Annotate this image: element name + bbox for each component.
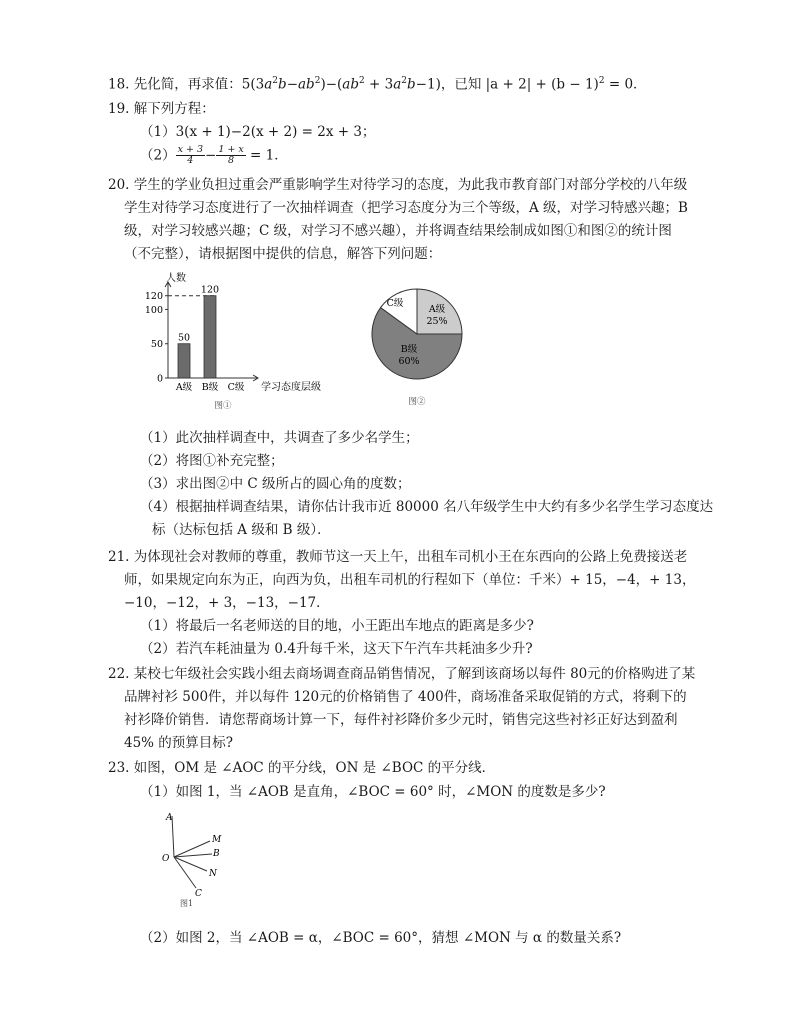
label-m: M	[212, 835, 222, 845]
x-tick-label: A级	[175, 382, 193, 393]
label-o: O	[162, 854, 170, 864]
question-20-line-3: 级，对学习较感兴趣；C 级，对学习不感兴趣），并将调查结果绘制成如图①和图②的统计图	[124, 223, 672, 239]
question-19-part-2	[140, 145, 288, 167]
question-20-q1: （1）此次抽样调查中，共调查了多少名学生；	[140, 430, 419, 446]
bar-value-label: 50	[177, 332, 191, 344]
question-18-text-c: )−(	[320, 76, 343, 93]
chart-caption: 图②	[408, 397, 426, 407]
y-tick-label: 120	[144, 291, 163, 303]
question-19	[108, 101, 215, 119]
question-20-q3: （3）求出图②中 C 级所占的圆心角的度数；	[140, 476, 411, 492]
bar	[178, 344, 190, 378]
question-18-text-a: 先化简，再求值：5(3	[133, 76, 265, 93]
question-22-line-4: 45% 的预算目标?	[124, 735, 234, 751]
part-label: （2）	[140, 147, 176, 164]
bar-value-label: 120	[200, 284, 220, 296]
question-number: 18.	[108, 76, 130, 93]
question-18-text-d: −1)，已知 |a + 2| + (b − 1)	[415, 76, 599, 93]
label-n: N	[209, 869, 217, 879]
question-number: 20.	[108, 177, 130, 193]
question-23-part-1: （1）如图 1，当 ∠AOB 是直角，∠BOC = 60° 时，∠MON 的度数是多少?	[140, 784, 606, 800]
x-axis-label: 学习态度层级	[261, 382, 321, 393]
question-21-line-1: 21. 为体现社会对教师的尊重，教师节这一天上午，出租车司机小王在东西向的公路上免费接送老	[108, 549, 688, 565]
bar	[204, 296, 216, 378]
label-a: A	[166, 813, 173, 823]
question-22-line-2: 品牌衬衫 500件，并以每件 120元的价格销售了 400件，商场准备采取促销的方式，将剩下的	[124, 689, 687, 705]
question-22-line-3: 衬衫降价销售．请您帮商场计算一下，每件衬衫降价多少元时，销售完这些衬衫正好达到盈利	[124, 712, 678, 728]
question-21-line-3: −10，−12，+ 3，−13，−17．	[124, 595, 330, 611]
y-axis-label: 人数	[166, 273, 186, 284]
minus-sign: −	[205, 147, 217, 164]
question-20-line-4: （不完整），请根据图中提供的信息，解答下列问题：	[124, 246, 442, 262]
question-19-title: 解下列方程：	[133, 101, 215, 117]
question-20-line-1: 20. 学生的学业负担过重会严重影响学生对待学习的态度，为此我市教育部门对部分学校的八年级	[108, 177, 688, 193]
x-tick-label: C级	[227, 382, 245, 393]
label-c: C	[195, 889, 202, 899]
question-21-q2: （2）若汽车耗油量为 0.4升每千米，这天下午汽车共耗油多少升?	[140, 641, 533, 657]
equation-tail: = 1．	[245, 147, 288, 164]
y-tick-label: 0	[156, 373, 163, 385]
question-20-line-2: 学生对待学习态度进行了一次抽样调查（把学习态度分为三个等级，A 级，对学习特感兴趣；B	[124, 200, 688, 216]
slice-percent-label: 60%	[398, 356, 420, 367]
question-number: 22.	[108, 666, 130, 682]
angle-figure	[150, 810, 240, 910]
bar-chart	[138, 270, 358, 415]
question-18: 18. 先化简，再求值：$5(3a^2b-ab^2)-(ab^2 + 3a^2b-1)$，已知 $|a + 2| + (b - 1)^2 = 0$．	[108, 76, 647, 93]
question-19-part-1: （1）3(x + 1)−2(x + 2) = 2x + 3；	[140, 124, 376, 140]
chart-caption: 图①	[214, 401, 232, 411]
label-b: B	[213, 849, 220, 859]
question-18-text-e: = 0．	[604, 76, 647, 93]
question-22-line-1: 22. 某校七年级社会实践小组去商场调查商品销售情况，了解到该商场以每件 80元的价格购进了某	[108, 666, 696, 682]
question-21-q1: （1）将最后一名老师送的目的地，小王距出车地点的距离是多少?	[140, 618, 534, 634]
figure-caption: 图1	[180, 899, 194, 908]
fraction-1: $\frac{x + 3}{4}$	[177, 144, 203, 167]
slice-label: B级	[400, 344, 418, 355]
slice-label: C级	[386, 298, 404, 309]
slice-percent-label: 25%	[426, 316, 448, 327]
question-20-q4: （4）根据抽样调查结果，请你估计我市近 80000 名八年级学生中大约有多少名学生学习态度达	[140, 499, 714, 515]
question-23-title: 如图，OM 是 ∠AOC 的平分线，ON 是 ∠BOC 的平分线．	[133, 760, 496, 776]
y-tick-label: 100	[144, 304, 163, 316]
y-tick-label: 50	[150, 339, 163, 351]
question-20-q4-cont: 标（达标包括 A 级和 B 级）．	[152, 522, 331, 538]
question-20-q2: （2）将图①补充完整；	[140, 453, 284, 469]
fraction-2: $\frac{1 + x}{8}$	[218, 144, 244, 167]
question-23-part-2: （2）如图 2，当 ∠AOB = α，∠BOC = 60°，猜想 ∠MON 与 α 的数量关系?	[140, 930, 622, 946]
question-18-text-b: −	[286, 76, 298, 93]
question-21-line-2: 师，如果规定向东为正，向西为负，出租车司机的行程如下（单位：千米）+ 15，−4，+ 13，	[124, 572, 696, 588]
question-number: 23.	[108, 760, 130, 776]
question-number: 21.	[108, 549, 130, 565]
pie-chart	[362, 286, 472, 411]
slice-label: A级	[428, 304, 446, 315]
x-tick-label: B级	[201, 382, 219, 393]
question-23	[108, 760, 495, 778]
question-number: 19.	[108, 101, 130, 117]
